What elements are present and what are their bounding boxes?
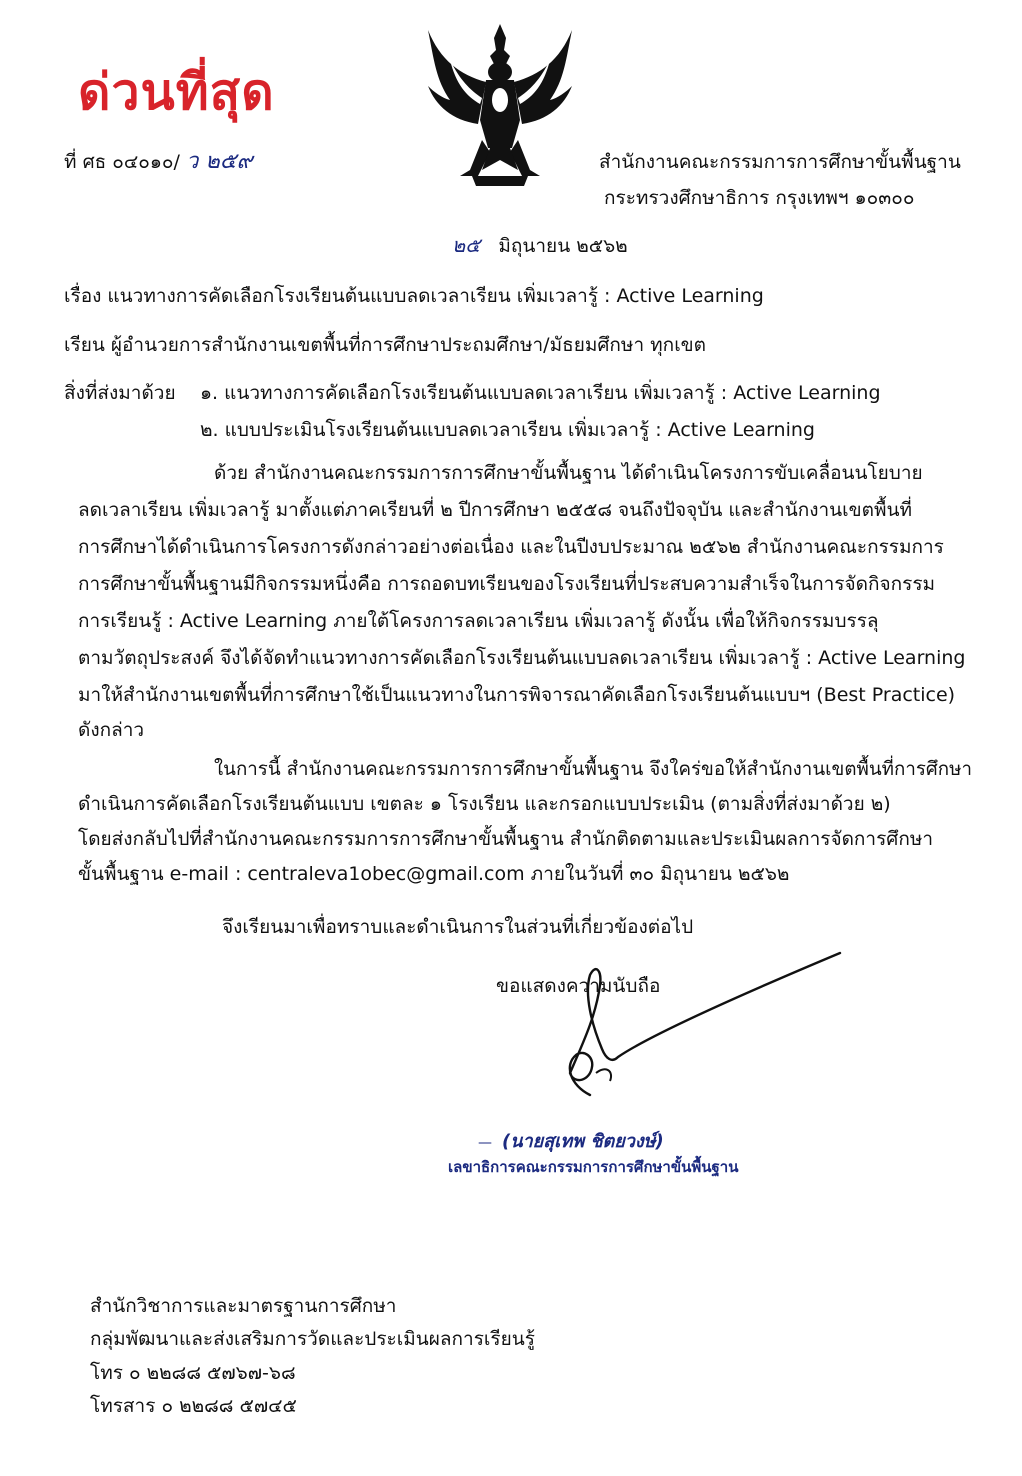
recipient-line: เรียน ผู้อำนวยการสำนักงานเขตพื้นที่การศึกษาประถมศึกษา/มัธยมศึกษา ทุกเขต <box>64 334 707 356</box>
para2-line-4: ขั้นพื้นฐาน e-mail : centraleva1obec@gmail.com ภายในวันที่ ๓๐ มิถุนายน ๒๕๖๒ <box>78 863 790 885</box>
para1-line-2: ลดเวลาเรียน เพิ่มเวลารู้ มาตั้งแต่ภาคเรียนที่ ๒ ปีการศึกษา ๒๕๕๘ จนถึงปัจจุบัน และสำนักงานเขตพื้นที่ <box>78 499 913 521</box>
office-address: กระทรวงศึกษาธิการ กรุงเทพฯ ๑๐๓๐๐ <box>604 187 915 209</box>
para1-line-1: ด้วย สำนักงานคณะกรรมการการศึกษาขั้นพื้นฐาน ได้ดำเนินโครงการขับเคลื่อนนโยบาย <box>214 462 923 484</box>
signatory-name: — (นายสุเทพ ชิตยวงษ์) <box>478 1131 664 1152</box>
para1-line-3: การศึกษาได้ดำเนินการโครงการดังกล่าวอย่างต่อเนื่อง และในปีงบประมาณ ๒๕๖๒ สำนักงานคณะกรรมการ <box>78 536 944 558</box>
subject-line: เรื่อง แนวทางการคัดเลือกโรงเรียนต้นแบบลดเวลาเรียน เพิ่มเวลารู้ : Active Learning <box>64 285 764 307</box>
document-number <box>64 150 253 174</box>
para1-line-7: มาให้สำนักงานเขตพื้นที่การศึกษาใช้เป็นแนวทางในการพิจารณาคัดเลือกโรงเรียนต้นแบบฯ (Best Practice) <box>78 684 956 706</box>
footer-department: สำนักวิชาการและมาตรฐานการศึกษา <box>90 1295 397 1317</box>
para1-line-4: การศึกษาขั้นพื้นฐานมีกิจกรรมหนึ่งคือ การถอดบทเรียนของโรงเรียนที่ประสบความสำเร็จในการจัดกิจกรรม <box>78 573 936 595</box>
para1-line-6: ตามวัตถุประสงค์ จึงได้จัดทำแนวทางการคัดเลือกโรงเรียนต้นแบบลดเวลาเรียน เพิ่มเวลารู้ : Active Learning <box>78 647 966 669</box>
signatory-position: เลขาธิการคณะกรรมการการศึกษาขั้นพื้นฐาน <box>448 1158 739 1176</box>
date-month-year: มิถุนายน ๒๕๖๒ <box>498 235 628 257</box>
enclosure-item-2: ๒. แบบประเมินโรงเรียนต้นแบบลดเวลาเรียน เพิ่มเวลารู้ : Active Learning <box>200 419 815 441</box>
enclosures-label: สิ่งที่ส่งมาด้วย <box>64 382 176 404</box>
para1-line-8: ดังกล่าว <box>78 719 145 741</box>
footer-group: กลุ่มพัฒนาและส่งเสริมการวัดและประเมินผลการเรียนรู้ <box>90 1328 535 1350</box>
office-name: สำนักงานคณะกรรมการการศึกษาขั้นพื้นฐาน <box>599 151 961 173</box>
para1-line-5: การเรียนรู้ : Active Learning ภายใต้โครงการลดเวลาเรียน เพิ่มเวลารู้ ดังนั้น เพื่อให้กิจกรรมบรรลุ <box>78 610 879 632</box>
closing-line: จึงเรียนมาเพื่อทราบและดำเนินการในส่วนที่เกี่ยวข้องต่อไป <box>222 916 694 938</box>
enclosure-item-1: ๑. แนวทางการคัดเลือกโรงเรียนต้นแบบลดเวลาเรียน เพิ่มเวลารู้ : Active Learning <box>200 382 881 404</box>
footer-phone: โทร ๐ ๒๒๘๘ ๕๗๖๗-๖๘ <box>90 1362 296 1384</box>
document-number-handwritten: ว ๒๕๙ <box>185 149 253 174</box>
urgency-stamp: ด่วนที่สุด <box>78 63 275 121</box>
garuda-emblem-icon <box>420 20 580 188</box>
para2-line-3: โดยส่งกลับไปที่สำนักงานคณะกรรมการการศึกษาขั้นพื้นฐาน สำนักติดตามและประเมินผลการจัดการศึกษา <box>78 828 934 850</box>
para2-line-2: ดำเนินการคัดเลือกโรงเรียนต้นแบบ เขตละ ๑ โรงเรียน และกรอกแบบประเมิน (ตามสิ่งที่ส่งมาด้วย ๒) <box>78 793 891 815</box>
regards: ขอแสดงความนับถือ <box>496 975 661 997</box>
signature-scribble-icon <box>540 945 860 1115</box>
letter-date <box>452 233 628 258</box>
footer-fax: โทรสาร ๐ ๒๒๘๘ ๕๗๔๕ <box>90 1395 297 1417</box>
para2-line-1: ในการนี้ สำนักงานคณะกรรมการการศึกษาขั้นพื้นฐาน จึงใคร่ขอให้สำนักงานเขตพื้นที่การศึกษา <box>214 758 972 780</box>
date-day-handwritten: ๒๕ <box>452 233 481 257</box>
document-number-label: ที่ ศธ ๐๔๐๑๐/ <box>64 151 180 173</box>
